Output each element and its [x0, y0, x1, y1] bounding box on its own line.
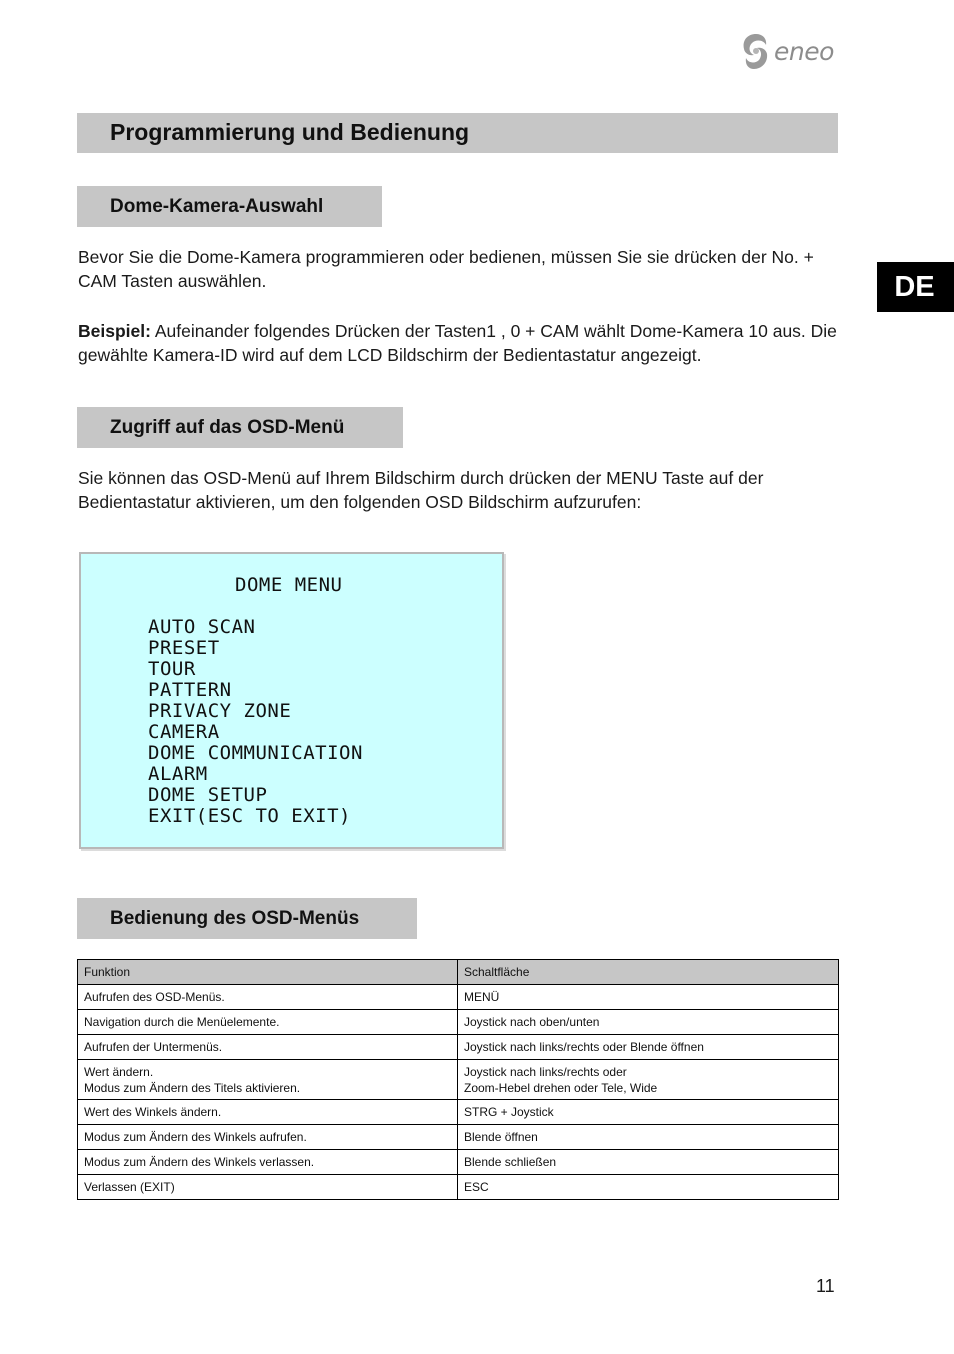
logo-wordmark: eneo [774, 36, 834, 66]
osd-title: DOME MENU [235, 574, 343, 596]
table-row [78, 1060, 839, 1100]
table-header-function: Funktion [78, 960, 458, 985]
section-heading-osd-operation: Bedienung des OSD-Menüs [77, 898, 417, 939]
table-cell-button: Blende schließen [458, 1150, 839, 1175]
table-row [78, 1010, 839, 1035]
osd-menu-item: TOUR [148, 658, 196, 680]
table-cell-button: Joystick nach oben/unten [458, 1010, 839, 1035]
eneo-swirl-icon [740, 31, 772, 71]
page-number: 11 [816, 1276, 835, 1296]
table-row [78, 1100, 839, 1125]
osd-menu-item: PRESET [148, 637, 220, 659]
table-row [78, 1150, 839, 1175]
osd-menu-item: PATTERN [148, 679, 232, 701]
table-row [78, 985, 839, 1010]
table-cell-function: Wert des Winkels ändern. [78, 1100, 458, 1125]
table-body [78, 985, 839, 1200]
section-heading-dome-select: Dome-Kamera-Auswahl [77, 186, 382, 227]
table-cell-function: Aufrufen der Untermenüs. [78, 1035, 458, 1060]
osd-menu-list [148, 617, 363, 827]
osd-menu-item: EXIT(ESC TO EXIT) [148, 805, 351, 827]
table-cell-function: Wert ändern. Modus zum Ändern des Titels aktivieren. [78, 1060, 458, 1100]
table-cell-button: MENÜ [458, 985, 839, 1010]
table-cell-function: Verlassen (EXIT) [78, 1175, 458, 1200]
table-cell-function: Navigation durch die Menüelemente. [78, 1010, 458, 1035]
language-tab: DE [877, 262, 954, 312]
osd-menu-item: AUTO SCAN [148, 616, 256, 638]
table-cell-function: Modus zum Ändern des Winkels verlassen. [78, 1150, 458, 1175]
table-cell-button: STRG + Joystick [458, 1100, 839, 1125]
example-label: Beispiel: [78, 321, 151, 341]
osd-menu-item: ALARM [148, 763, 208, 785]
table-header-button: Schaltfläche [458, 960, 839, 985]
eneo-logo [740, 30, 840, 72]
osd-menu-item: PRIVACY ZONE [148, 700, 292, 722]
osd-menu-item: DOME SETUP [148, 784, 268, 806]
osd-screen [79, 552, 504, 849]
table-header-row [78, 960, 839, 985]
dome-select-paragraph: Bevor Sie die Dome-Kamera programmieren oder bedienen, müssen Sie sie drücken der No. + CAM Tasten auswählen. [78, 247, 814, 291]
table-cell-function: Modus zum Ändern des Winkels aufrufen. [78, 1125, 458, 1150]
table-cell-button: Joystick nach links/rechts oder Zoom-Hebel drehen oder Tele, Wide [458, 1060, 839, 1100]
osd-menu-item: CAMERA [148, 721, 220, 743]
table-cell-button: Blende öffnen [458, 1125, 839, 1150]
osd-operation-table [77, 959, 839, 1200]
table-row [78, 1175, 839, 1200]
table-cell-button: ESC [458, 1175, 839, 1200]
main-heading: Programmierung und Bedienung [77, 113, 838, 153]
section-heading-osd-access: Zugriff auf das OSD-Menü [77, 407, 403, 448]
osd-access-paragraph: Sie können das OSD-Menü auf Ihrem Bildschirm durch drücken der MENU Taste auf der Bedientastatur aktivieren, um den folgenden OSD Bildschirm aufzurufen: [78, 468, 764, 512]
table-cell-button: Joystick nach links/rechts oder Blende öffnen [458, 1035, 839, 1060]
example-paragraph [78, 319, 848, 367]
osd-menu-item: DOME COMMUNICATION [148, 742, 363, 764]
table-row [78, 1035, 839, 1060]
table-cell-function: Aufrufen des OSD-Menüs. [78, 985, 458, 1010]
example-text: Aufeinander folgendes Drücken der Tasten1 , 0 + CAM wählt Dome-Kamera 10 aus. Die gewählte Kamera-ID wird auf dem LCD Bildschirm der Bedientastatur angezeigt. [78, 321, 837, 365]
table-row [78, 1125, 839, 1150]
